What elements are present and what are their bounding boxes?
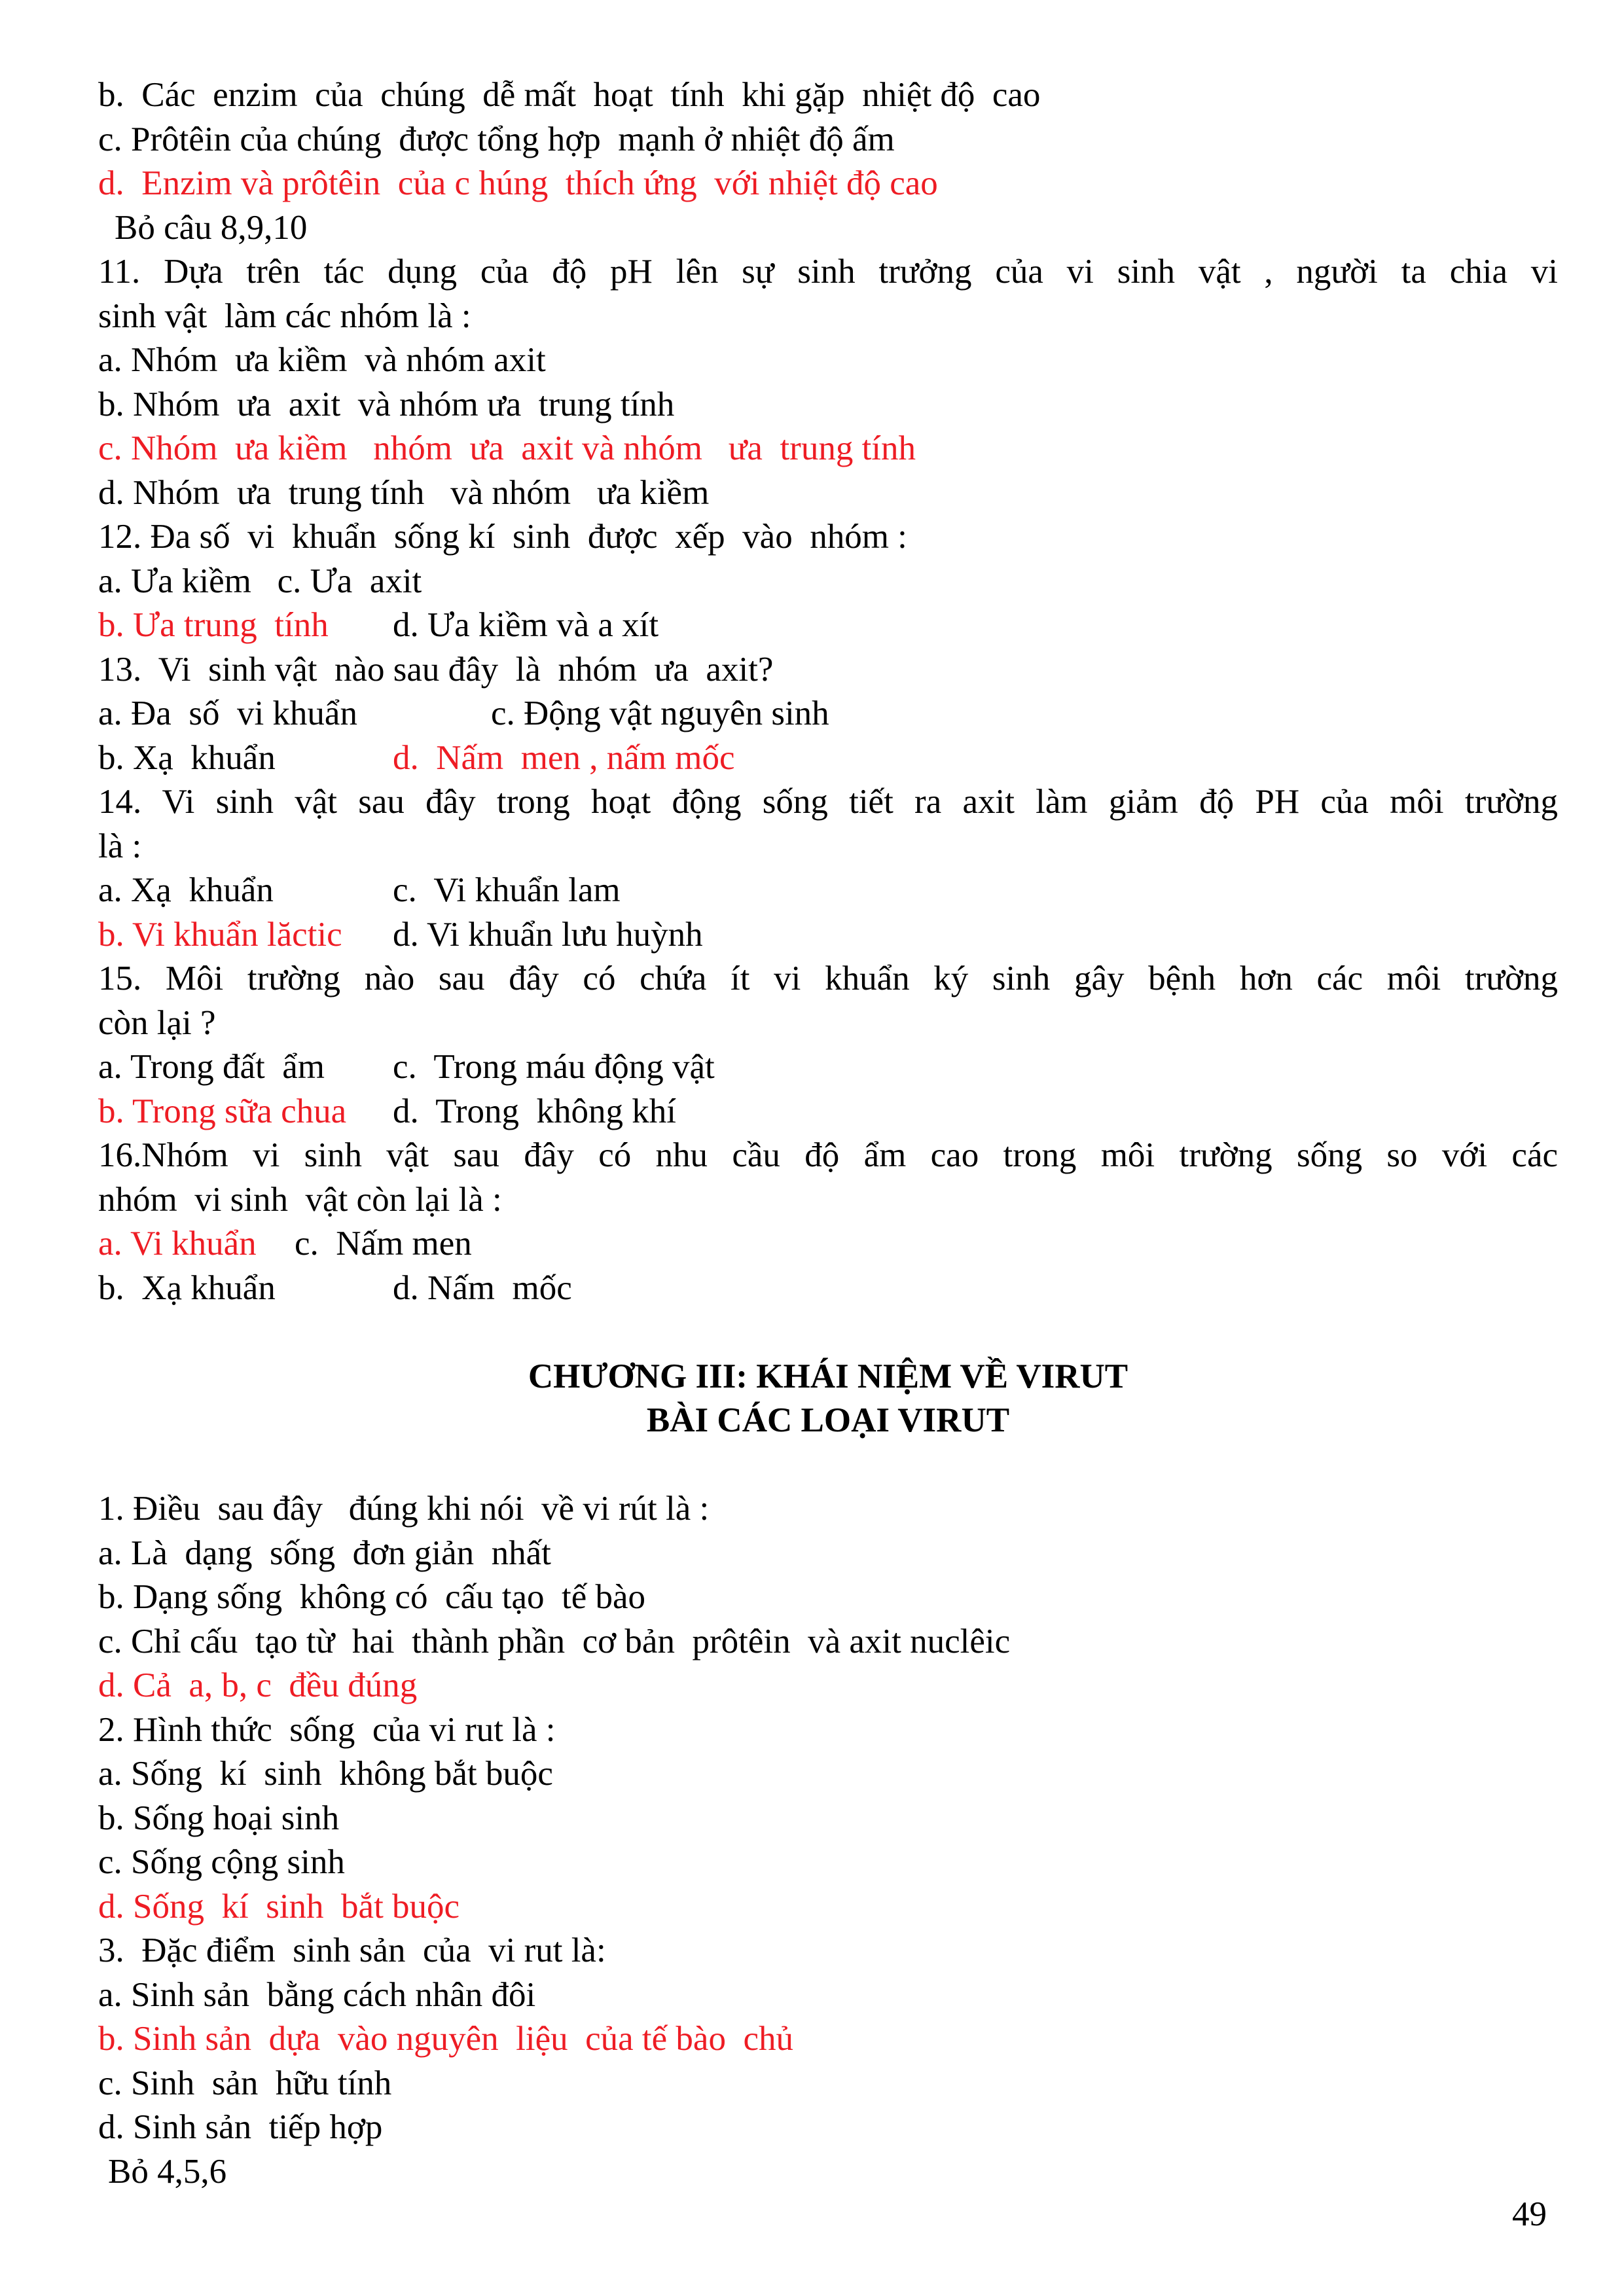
question-text: 16.Nhóm vi sinh vật sau đây có nhu cầu độ ẩm cao trong môi trường sống so với các (98, 1136, 1558, 1174)
correct-answer: d. Nấm men , nấm mốc (393, 738, 735, 777)
answer-option: a. Sinh sản bằng cách nhân đôi (98, 1975, 536, 2014)
answer-option: a. Xạ khuẩn (98, 871, 274, 909)
answer-option: d. Nấm mốc (393, 1268, 572, 1307)
answer-option: c. Vi khuẩn lam (393, 871, 621, 909)
document-page (98, 73, 1558, 2194)
answer-row (98, 913, 1558, 958)
answer-option: b. Xạ khuẩn (98, 738, 276, 777)
answer-option: c. Chỉ cấu tạo từ hai thành phần cơ bản prôtêin và axit nuclêic (98, 1622, 1011, 1660)
answer-option: b. Nhóm ưa axit và nhóm ưa trung tính (98, 385, 675, 423)
answer-option: a. Trong đất ẩm (98, 1048, 325, 1086)
answer-option: a. Sống kí sinh không bắt buộc (98, 1755, 553, 1793)
correct-answer: d. Enzim và prôtêin của c húng thích ứng với nhiệt độ cao (98, 164, 938, 202)
answer-row (98, 1266, 1558, 1311)
answer-option: d. Trong không khí (393, 1092, 676, 1130)
correct-answer: b. Ưa trung tính (98, 606, 329, 644)
question-text: 3. Đặc điểm sinh sản của vi rut là: (98, 1931, 606, 1969)
answer-option: b. Dạng sống không có cấu tạo tế bào (98, 1578, 646, 1616)
note: Bỏ câu 8,9,10 (115, 208, 308, 247)
answer-option: c. Sinh sản hữu tính (98, 2064, 392, 2102)
correct-answer: b. Trong sữa chua (98, 1092, 347, 1130)
answer-option: c. Prôtêin của chúng được tổng hợp mạnh ở nhiệt độ ấm (98, 120, 895, 158)
question-text: còn lại ? (98, 1003, 216, 1042)
answer-option: b. Xạ khuẩn (98, 1268, 276, 1307)
answer-row (98, 692, 1558, 736)
question-text: 13. Vi sinh vật nào sau đây là nhóm ưa axit? (98, 650, 774, 689)
answer-row (98, 1045, 1558, 1090)
answer-option: c. Sống cộng sinh (98, 1843, 345, 1881)
page-number: 49 (1512, 2195, 1547, 2233)
answer-option: c. Động vật nguyên sinh (491, 694, 829, 732)
answer-option: d. Sinh sản tiếp hợp (98, 2108, 383, 2146)
question-text: 11. Dựa trên tác dụng của độ pH lên sự sinh trưởng của vi sinh vật , người ta chia vi (98, 253, 1558, 291)
question-text: 14. Vi sinh vật sau đây trong hoạt động sống tiết ra axit làm giảm độ PH của môi trường (98, 783, 1558, 821)
answer-row (98, 1090, 1558, 1134)
correct-answer: d. Cả a, b, c đều đúng (98, 1666, 418, 1704)
spacer (98, 1443, 1558, 1488)
lesson-heading: BÀI CÁC LOẠI VIRUT (646, 1401, 1010, 1439)
answer-option: d. Nhóm ưa trung tính và nhóm ưa kiềm (98, 473, 710, 512)
answer-option: c. Trong máu động vật (393, 1048, 715, 1086)
answer-row (98, 869, 1558, 913)
answer-option: a. Đa số vi khuẩn (98, 694, 357, 732)
answer-option: b. Các enzim của chúng dễ mất hoạt tính khi gặp nhiệt độ cao (98, 76, 1041, 114)
question-text: là : (98, 827, 142, 865)
correct-answer: a. Vi khuẩn (98, 1225, 257, 1263)
correct-answer: c. Nhóm ưa kiềm nhóm ưa axit và nhóm ưa trung tính (98, 429, 916, 467)
spacer (98, 1310, 1558, 1355)
correct-answer: b. Sinh sản dựa vào nguyên liệu của tế bào chủ (98, 2020, 793, 2058)
answer-row (98, 603, 1558, 648)
question-text: sinh vật làm các nhóm là : (98, 296, 471, 335)
correct-answer: d. Sống kí sinh bắt buộc (98, 1887, 460, 1926)
answer-option: b. Sống hoại sinh (98, 1799, 340, 1837)
question-text: nhóm vi sinh vật còn lại là : (98, 1180, 502, 1219)
question-text: 12. Đa số vi khuẩn sống kí sinh được xếp vào nhóm : (98, 518, 907, 556)
correct-answer: b. Vi khuẩn lăctic (98, 915, 342, 954)
question-text: 2. Hình thức sống của vi rut là : (98, 1710, 556, 1749)
question-text: 1. Điều sau đây đúng khi nói về vi rút là : (98, 1490, 710, 1528)
answer-option: a. Nhóm ưa kiềm và nhóm axit (98, 341, 546, 379)
note: Bỏ 4,5,6 (108, 2152, 227, 2191)
answer-option: a. Là dạng sống đơn giản nhất (98, 1534, 551, 1572)
answer-option: d. Vi khuẩn lưu huỳnh (393, 915, 703, 954)
answer-row (98, 1222, 1558, 1266)
answer-option: a. Ưa kiềm c. Ưa axit (98, 562, 422, 600)
answer-option: d. Ưa kiềm và a xít (393, 606, 659, 644)
answer-row (98, 736, 1558, 781)
answer-option: c. Nấm men (295, 1225, 472, 1263)
chapter-heading: CHƯƠNG III: KHÁI NIỆM VỀ VIRUT (528, 1357, 1128, 1395)
question-text: 15. Môi trường nào sau đây có chứa ít vi khuẩn ký sinh gây bệnh hơn các môi trường (98, 960, 1558, 997)
